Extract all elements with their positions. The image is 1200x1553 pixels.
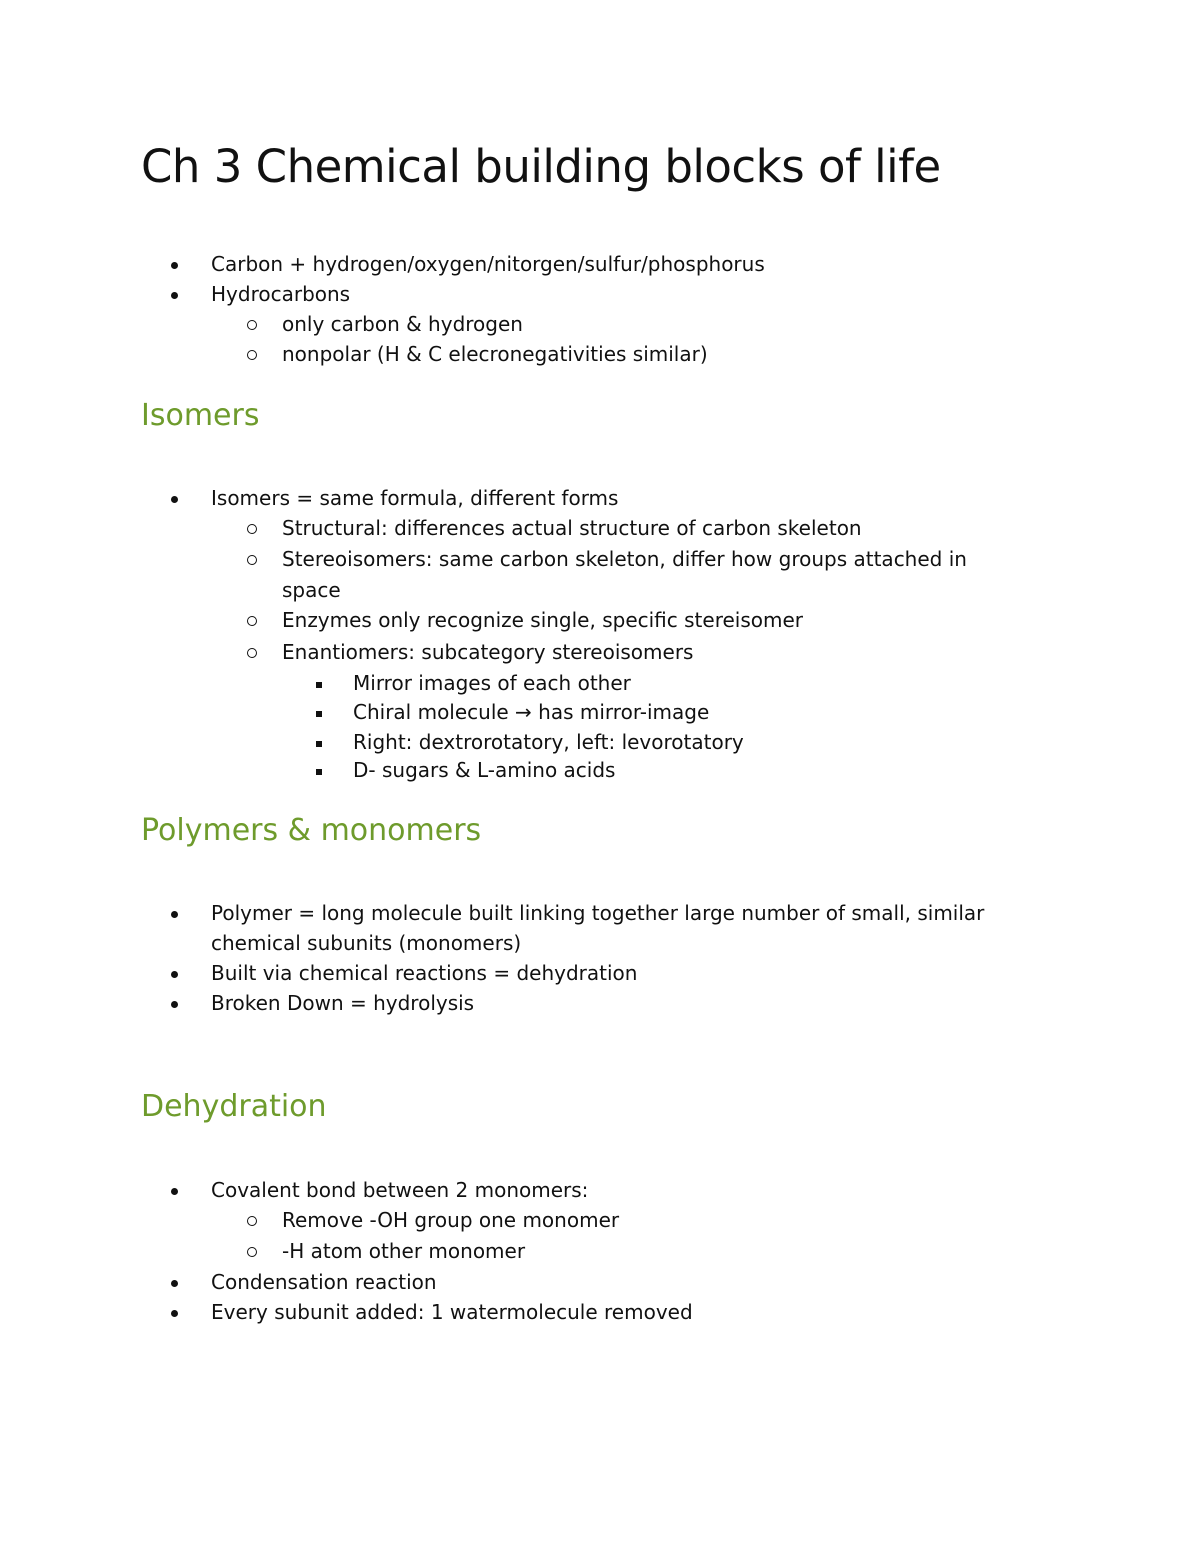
bullet-dot: [171, 989, 178, 1019]
bullet-circle: [247, 514, 257, 544]
list-item: only carbon & hydrogen: [282, 312, 523, 336]
list-item: Broken Down = hydrolysis: [211, 991, 475, 1015]
bullet-circle: [247, 606, 257, 636]
bullet-dot: [171, 484, 178, 514]
page-title: Ch 3 Chemical building blocks of life: [141, 140, 941, 193]
bullet-circle: [247, 310, 257, 340]
list-item: Mirror images of each other: [353, 671, 631, 695]
bullet-square: [316, 728, 322, 758]
bullet-dot: [171, 899, 178, 929]
bullet-dot: [171, 1298, 178, 1328]
list-item: Built via chemical reactions = dehydration: [211, 961, 638, 985]
bullet-circle: [247, 1237, 257, 1267]
list-item: Stereoisomers: same carbon skeleton, differ how groups attached in: [282, 547, 967, 571]
list-item: Condensation reaction: [211, 1270, 437, 1294]
bullet-circle: [247, 340, 257, 370]
list-item: nonpolar (H & C elecronegativities similar): [282, 342, 708, 366]
bullet-circle: [247, 1206, 257, 1236]
bullet-circle: [247, 545, 257, 575]
bullet-circle: [247, 638, 257, 668]
list-item: Isomers = same formula, different forms: [211, 486, 619, 510]
list-item: Right: dextrorotatory, left: levorotatory: [353, 730, 744, 754]
list-item: Every subunit added: 1 watermolecule removed: [211, 1300, 693, 1324]
list-item: Carbon + hydrogen/oxygen/nitorgen/sulfur/phosphorus: [211, 252, 765, 276]
bullet-square: [316, 669, 322, 699]
bullet-dot: [171, 1176, 178, 1206]
list-item-continuation: space: [282, 578, 341, 602]
bullet-dot: [171, 959, 178, 989]
list-item-continuation: chemical subunits (monomers): [211, 931, 522, 955]
list-item: Chiral molecule → has mirror-image: [353, 700, 710, 724]
list-item: -H atom other monomer: [282, 1239, 526, 1263]
list-item: Remove -OH group one monomer: [282, 1208, 620, 1232]
section-heading-polymers: Polymers & monomers: [141, 813, 482, 848]
bullet-dot: [171, 1268, 178, 1298]
list-item: Covalent bond between 2 monomers:: [211, 1178, 589, 1202]
bullet-square: [316, 756, 322, 786]
list-item: Enantiomers: subcategory stereoisomers: [282, 640, 694, 664]
section-heading-isomers: Isomers: [141, 398, 260, 433]
list-item: Polymer = long molecule built linking together large number of small, similar: [211, 901, 985, 925]
bullet-dot: [171, 280, 178, 310]
list-item: Enzymes only recognize single, specific stereisomer: [282, 608, 804, 632]
section-heading-dehydration: Dehydration: [141, 1089, 327, 1124]
list-item: Hydrocarbons: [211, 282, 351, 306]
list-item: Structural: differences actual structure of carbon skeleton: [282, 516, 862, 540]
bullet-dot: [171, 250, 178, 280]
bullet-square: [316, 698, 322, 728]
list-item: D- sugars & L-amino acids: [353, 758, 616, 782]
